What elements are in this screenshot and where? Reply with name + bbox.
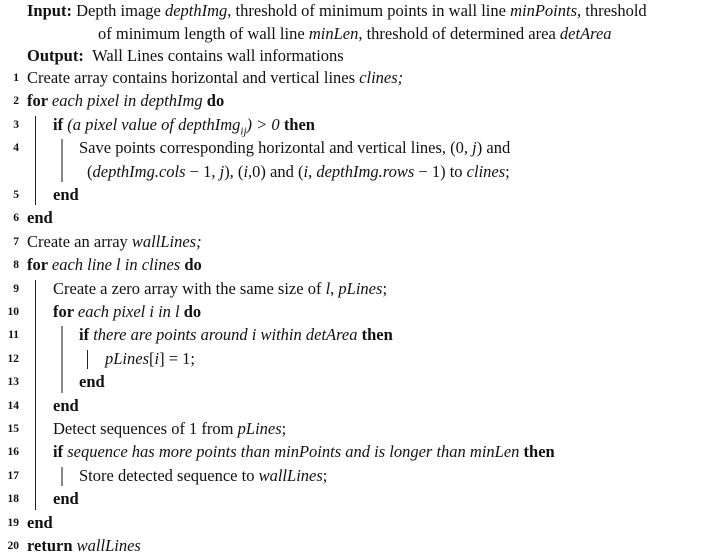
algorithm-line [27, 512, 53, 534]
text: ) and [476, 138, 511, 158]
indent-guide-line [87, 350, 88, 369]
math-text: l [325, 278, 331, 298]
math-text: clines [466, 161, 506, 181]
text: Create a zero array with the same size of [53, 278, 326, 298]
math-text: i [243, 161, 249, 181]
algorithm-line [53, 301, 201, 323]
math-text: each line l in clines [51, 255, 185, 275]
text: ( [87, 161, 93, 181]
algorithm-line [53, 488, 79, 510]
text: , threshold [577, 1, 647, 20]
line-number: 16 [7, 446, 19, 459]
keyword: do [183, 302, 202, 321]
text: ; [382, 278, 388, 298]
keyword: for [27, 91, 52, 111]
algorithm-line [79, 371, 105, 393]
indent-guide-line [61, 139, 63, 182]
math-text: minPoints [510, 1, 577, 20]
text: Save points corresponding horizontal and vertical lines, (0, [79, 138, 473, 158]
math-text: pLines [338, 278, 383, 298]
line-number: 17 [7, 469, 19, 482]
text: ; [322, 465, 328, 485]
keyword: do [184, 255, 202, 275]
indent-guide-line [61, 467, 63, 486]
algorithm-line [79, 324, 393, 346]
line-number: 7 [13, 235, 19, 248]
math-text: wallLines; [131, 231, 202, 251]
input-text [76, 1, 647, 20]
text: ,0) and ( [248, 161, 304, 181]
text: ; [281, 419, 287, 438]
line-number: 13 [7, 376, 19, 389]
math-text: i [154, 348, 160, 368]
line-number: 5 [13, 189, 19, 201]
text: Create an array [27, 231, 132, 251]
algorithm-line [27, 254, 202, 276]
keyword: then [283, 114, 315, 134]
output-label: Output: [27, 46, 84, 65]
math-text: depthImg [164, 1, 228, 20]
input-label: Input: [27, 1, 72, 20]
algorithm-line [79, 137, 510, 159]
line-number: 3 [13, 118, 19, 131]
math-text: i [303, 161, 309, 181]
math-text: ij [240, 125, 247, 138]
math-text: each pixel i in l [77, 302, 184, 321]
algorithm-line [27, 535, 141, 557]
text: ] = 1; [159, 348, 195, 368]
text: , [330, 278, 339, 298]
keyword: end [53, 395, 79, 415]
text: , threshold of determined area [358, 24, 560, 43]
math-text: detArea [559, 24, 612, 43]
text: of minimum length of wall line [98, 24, 309, 43]
line-number: 14 [7, 399, 19, 412]
keyword: then [523, 442, 555, 462]
keyword: end [79, 372, 105, 392]
algorithm-line [27, 207, 53, 229]
output-text: Wall Lines contains wall informations [92, 46, 344, 65]
text: Create array contains horizontal and vertical lines [27, 68, 360, 87]
line-number: 9 [13, 282, 19, 295]
math-text: j [219, 161, 225, 181]
input-continuation [98, 23, 612, 45]
line-number: 20 [7, 540, 19, 552]
math-text: sequence has more points than minPoints and is longer than minLen [67, 442, 524, 462]
indent-guide-line [61, 326, 63, 392]
keyword: do [206, 91, 225, 111]
text: − 1) to [414, 161, 467, 181]
keyword: for [27, 255, 52, 275]
line-number: 6 [13, 212, 19, 225]
keyword: end [27, 512, 53, 532]
line-number: 12 [7, 352, 19, 365]
algorithm-line [53, 278, 387, 300]
line-number: 19 [7, 516, 19, 529]
text: Depth image [76, 1, 165, 20]
text: Detect sequences of 1 from [53, 419, 238, 438]
algorithm-line [27, 231, 202, 253]
line-number: 11 [8, 329, 19, 342]
algorithm-line [53, 418, 286, 440]
line-number: 2 [13, 95, 19, 108]
math-text: (a pixel value of depthImg [67, 114, 241, 134]
algorithm-line [53, 395, 79, 417]
output-row [27, 45, 344, 67]
algorithm-line [53, 441, 555, 463]
math-text: ) > 0 [246, 114, 284, 134]
math-text: wallLines [76, 536, 141, 555]
line-number: 10 [7, 306, 19, 318]
algorithm-line [105, 348, 195, 370]
indent-guide-line [35, 116, 36, 206]
math-text: pLines [105, 348, 150, 368]
math-text: depthImg.cols [92, 161, 186, 181]
math-text: pLines [237, 419, 282, 438]
indent-guide-line [35, 280, 36, 510]
line-number: 8 [13, 259, 19, 272]
text: Store detected sequence to [79, 465, 259, 485]
keyword: then [361, 325, 393, 345]
text: , threshold of minimum points in wall line [227, 1, 511, 20]
text: ), ( [224, 161, 244, 181]
algorithm-line [27, 90, 224, 112]
text: , [308, 161, 317, 181]
keyword: if [53, 114, 68, 134]
line-number: 4 [13, 142, 19, 155]
keyword: end [53, 489, 79, 509]
math-text: wallLines [258, 465, 323, 485]
math-text: clines; [359, 68, 404, 87]
keyword: end [27, 208, 53, 228]
math-text: depthImg.rows [316, 161, 415, 181]
keyword: for [53, 302, 78, 321]
math-text: there are points around i within detArea [93, 325, 362, 345]
keyword: return [27, 536, 77, 555]
text: [ [149, 348, 155, 368]
line-number: 18 [7, 493, 19, 506]
math-text: each pixel in depthImg [51, 91, 207, 111]
keyword: if [53, 442, 68, 462]
algorithm-line [87, 161, 510, 183]
algorithm-line [53, 184, 79, 206]
algorithm-line [27, 67, 403, 89]
math-text: minLen [308, 24, 359, 43]
keyword: end [53, 185, 79, 204]
math-text: j [472, 138, 477, 158]
input-row [27, 0, 647, 22]
algorithm-line [79, 465, 327, 487]
text: − 1, [185, 161, 220, 181]
keyword: if [79, 325, 94, 345]
input-continuation-text [98, 24, 612, 43]
text: ; [505, 161, 510, 181]
line-number: 15 [7, 423, 19, 435]
line-number: 1 [13, 72, 19, 84]
